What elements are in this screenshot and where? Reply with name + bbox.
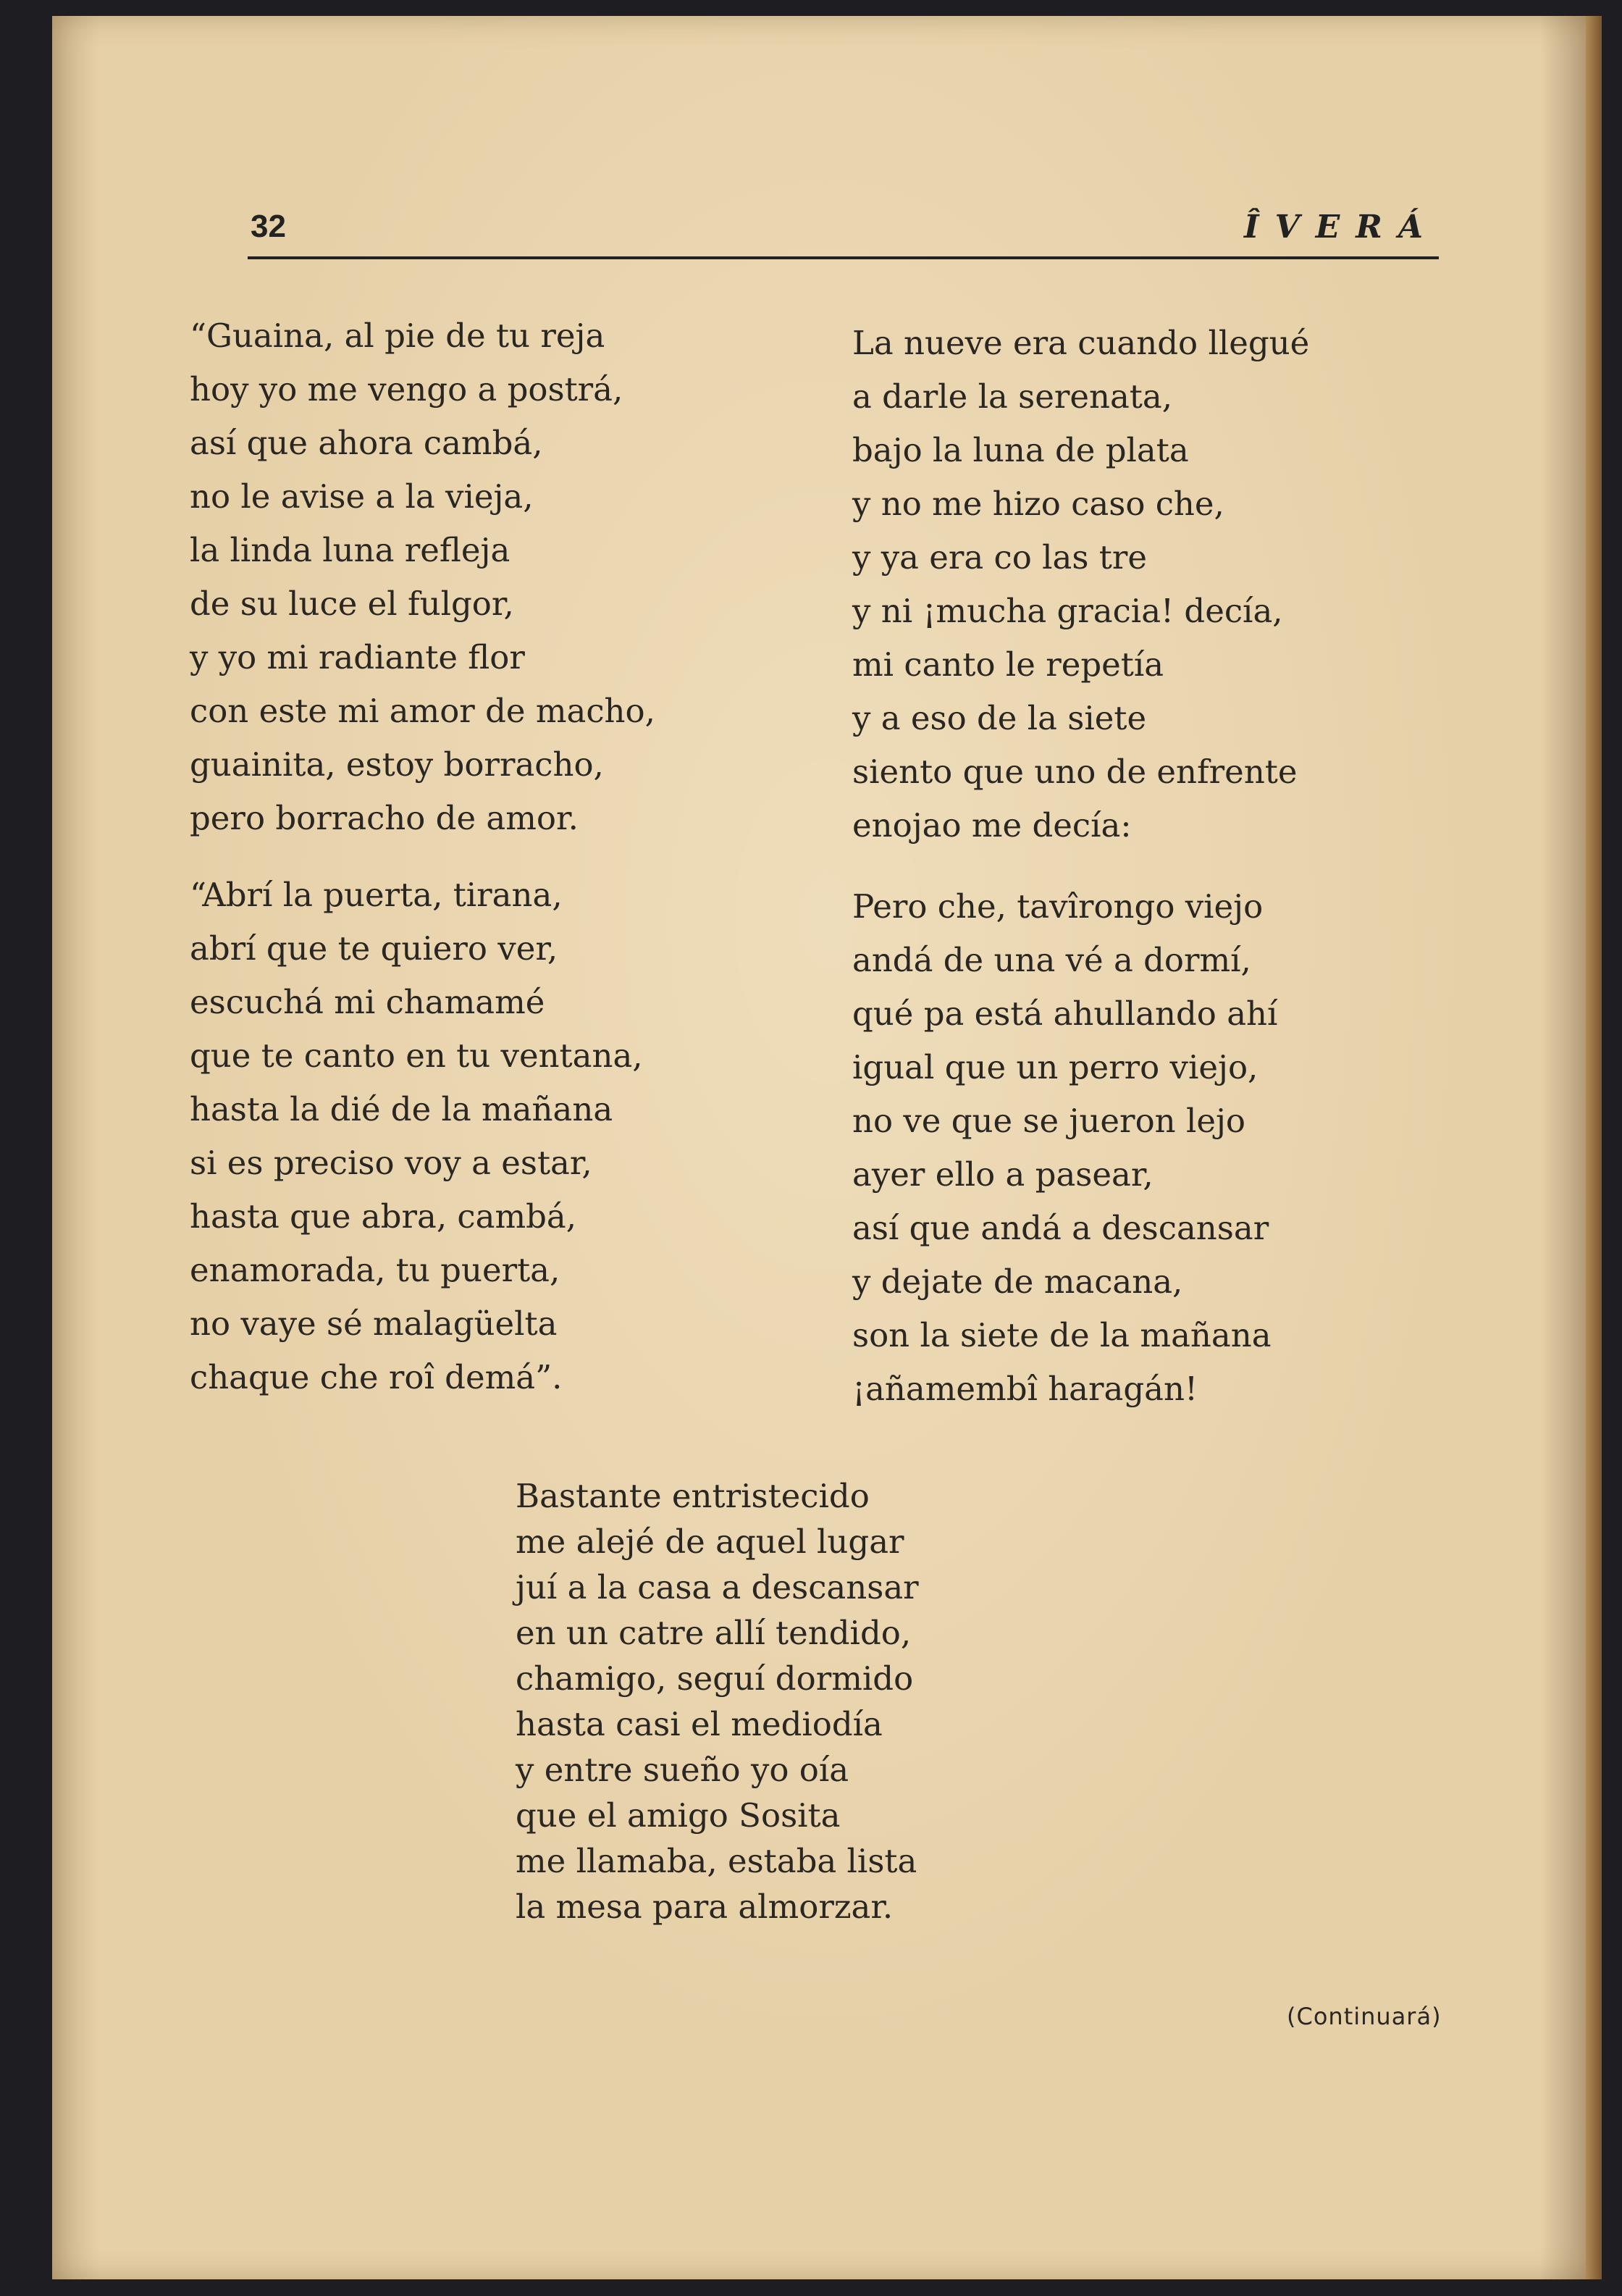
verse-line: La nueve era cuando llegué	[852, 324, 1310, 362]
verse-line: que te canto en tu ventana,	[190, 1036, 643, 1075]
verse-line: me llamaba, estaba lista	[516, 1842, 917, 1880]
verse-line: a darle la serenata,	[852, 377, 1173, 416]
verse-line: de su luce el fulgor,	[190, 585, 514, 623]
verse-line: chamigo, seguí dormido	[516, 1659, 914, 1698]
verse-line: mi canto le repetía	[852, 645, 1164, 684]
verse-line: andá de una vé a dormí,	[852, 941, 1251, 979]
verse-line: con este mi amor de macho,	[190, 692, 655, 730]
continued-note: (Continuará)	[1287, 2003, 1442, 2030]
verse-line: así que ahora cambá,	[190, 424, 543, 462]
verse-line: y entre sueño yo oía	[516, 1751, 849, 1789]
right-stanza-1	[852, 317, 1309, 852]
verse-line: no vaye sé malagüelta	[190, 1304, 558, 1343]
verse-line: y dejate de macana,	[852, 1262, 1183, 1301]
verse-line: Bastante entristecido	[516, 1477, 870, 1515]
verse-line: hasta que abra, cambá,	[190, 1197, 577, 1236]
bottom-stanza	[516, 1473, 919, 1930]
verse-line: pero borracho de amor.	[190, 799, 579, 837]
verse-line: la mesa para almorzar.	[516, 1888, 894, 1926]
page-number: 32	[251, 209, 286, 244]
verse-line: Pero che, tavîrongo viejo	[852, 887, 1264, 926]
verse-line: no le avise a la vieja,	[190, 477, 534, 516]
verse-line: hasta la dié de la mañana	[190, 1090, 613, 1128]
verse-line: en un catre allí tendido,	[516, 1614, 912, 1652]
verse-line: así que andá a descansar	[852, 1209, 1269, 1247]
verse-line: que el amigo Sosita	[516, 1796, 841, 1835]
magazine-page	[52, 16, 1602, 2279]
verse-line: abrí que te quiero ver,	[190, 929, 558, 968]
verse-line: qué pa está ahullando ahí	[852, 994, 1278, 1033]
verse-line: me alejé de aquel lugar	[516, 1522, 904, 1561]
verse-line: y ni ¡mucha gracia! decía,	[852, 592, 1283, 630]
page-spine-edge	[1586, 16, 1602, 2279]
verse-line: bajo la luna de plata	[852, 431, 1189, 469]
verse-line: “Guaina, al pie de tu reja	[190, 317, 605, 355]
verse-line: enojao me decía:	[852, 806, 1132, 845]
verse-line: y yo mi radiante flor	[190, 638, 525, 676]
verse-line: hoy yo me vengo a postrá,	[190, 370, 623, 408]
verse-line: juí a la casa a descansar	[516, 1568, 919, 1606]
verse-line: siento que uno de enfrente	[852, 753, 1298, 791]
verse-line: chaque che roî demá”.	[190, 1358, 563, 1396]
verse-line: igual que un perro viejo,	[852, 1048, 1258, 1086]
verse-line: ¡añamembî haragán!	[852, 1370, 1198, 1408]
verse-line: la linda luna refleja	[190, 531, 510, 569]
verse-line: enamorada, tu puerta,	[190, 1251, 560, 1289]
left-stanza-1	[190, 309, 655, 845]
right-stanza-2	[852, 880, 1277, 1416]
verse-line: “Abrí la puerta, tirana,	[190, 876, 563, 914]
page-header	[248, 206, 1439, 259]
running-title: ÎVERÁ	[1244, 209, 1439, 246]
verse-line: hasta casi el mediodía	[516, 1705, 883, 1743]
verse-line: y a eso de la siete	[852, 699, 1147, 737]
verse-line: guainita, estoy borracho,	[190, 745, 604, 784]
verse-line: y ya era co las tre	[852, 538, 1147, 577]
verse-line: no ve que se jueron lejo	[852, 1102, 1246, 1140]
verse-line: ayer ello a pasear,	[852, 1155, 1154, 1194]
verse-line: y no me hizo caso che,	[852, 485, 1224, 523]
left-stanza-2	[190, 868, 643, 1404]
verse-line: si es preciso voy a estar,	[190, 1144, 592, 1182]
verse-line: son la siete de la mañana	[852, 1316, 1272, 1354]
verse-line: escuchá mi chamamé	[190, 983, 545, 1021]
